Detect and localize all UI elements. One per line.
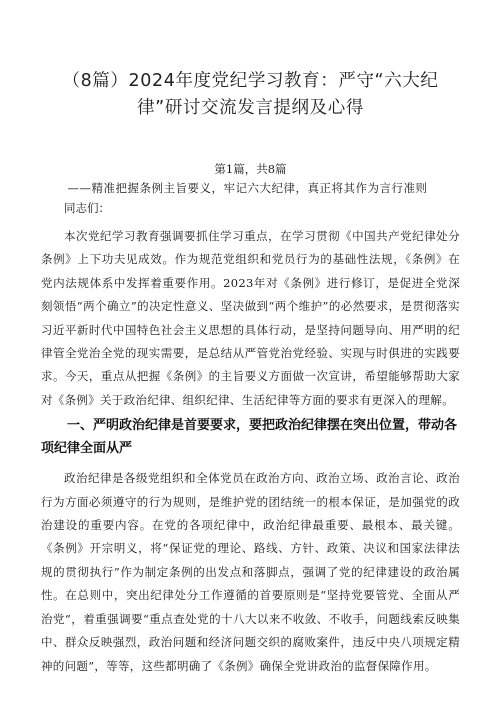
greeting: 同志们： (64, 201, 110, 215)
body-paragraph-1: 本次党纪学习教育强调要抓住学习重点，在学习贯彻《中国共产党纪律处分条例》上下功夫见成效。作为规范党组织和党员行为的基础性法规，《条例》在党内法规体系中发挥着重要作用。2023年对《条例》进行修订，是促进全党深刻领悟“两个确立”的决定性意义、坚决做到“两个维护”的必然要求，是贯彻落实习近平新时代中国特色社会主义思想的具体行动，是坚持问题导向、用严明的纪律管全党治全党的现实需要，是总结从严管党治党经验、实现与时俱进的实践要求。今天，重点从把握《条例》的主旨要义方面做一次宣讲，希望能够帮助大家对《条例》关于政治纪律、组织纪律、生活纪律等方面的要求有更深入的理解。 (41, 229, 460, 407)
body-paragraph-2: 政治纪律是各级党组织和全体党员在政治方向、政治立场、政治言论、政治行为方面必须遵守的行为规则，是维护党的团结统一的根本保证，是加强党的政治建设的重要内容。在党的各项纪律中，政治纪律最重要、最根本、最关键。《条例》开宗明义，将“保证党的理论、路线、方针、政策、决议和国家法律法规的贯彻执行”作为制定条例的出发点和落脚点，强调了党的纪律建设的政治属性。在总则中，突出纪律处分工作遵循的首要原则是“坚持党要管党、全面从严治党“，着重强调要“重点查处党的十八大以来不收敛、不收手，问题线索反映集中、群众反映强烈，政治问题和经济问题交织的腐败案件，违反中央八项规定精神的问题”，等等，这些都明确了《条例》确保全党讲政治的监督保障作用。 (41, 471, 460, 673)
part-indicator: 第1篇，共8篇 (214, 162, 287, 176)
section-heading-1: 一、严明政治纪律是首要要求，要把政治纪律摆在突出位置，带动各项纪律全面从严 (41, 418, 458, 457)
tagline: ——精准把握条例主旨要义，牢记六大纪律，真正将其作为言行准则 (67, 181, 428, 195)
document-title: （8篇）2024年度党纪学习教育：严守“六大纪律”研讨交流发言提纲及心得 (62, 71, 439, 118)
